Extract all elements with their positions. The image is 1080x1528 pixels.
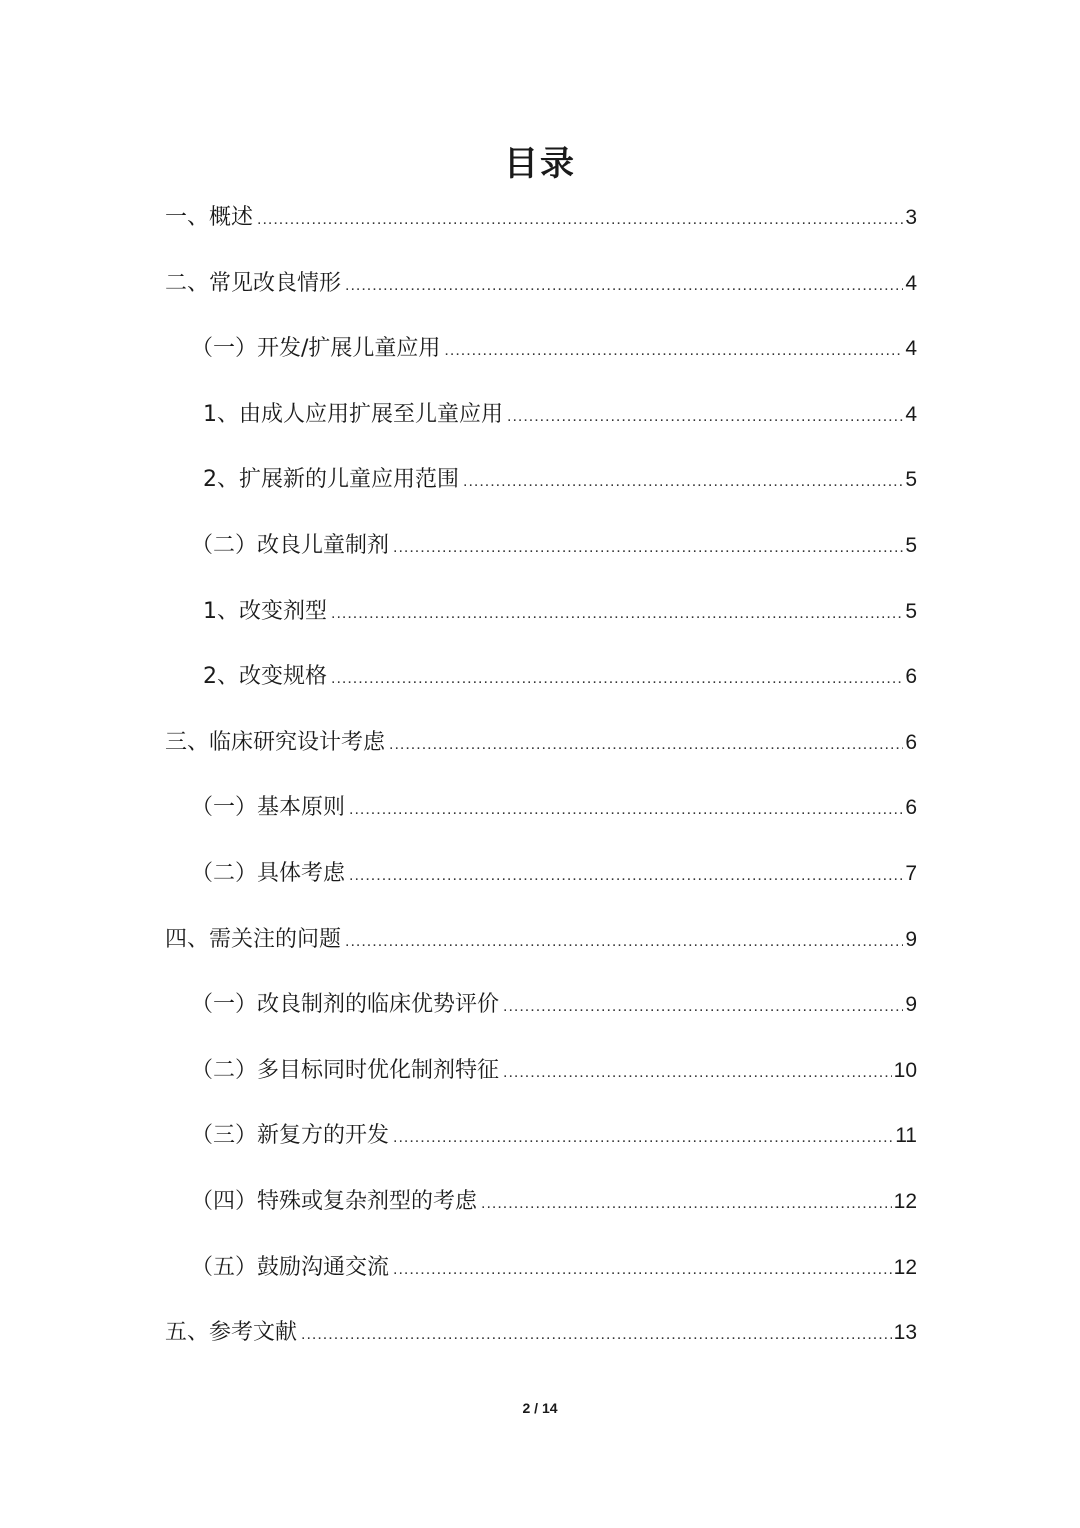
toc-entry-label: （一）基本原则 xyxy=(191,795,346,821)
toc-entry-page: 7 xyxy=(905,861,917,885)
toc-title: 目录 xyxy=(504,144,576,184)
toc-leader-dots xyxy=(393,1116,893,1160)
toc-leader-dots xyxy=(301,1313,892,1357)
toc-entry[interactable] xyxy=(165,590,917,656)
page-number-footer: 2 / 14 xyxy=(522,1400,558,1416)
toc-leader-dots xyxy=(349,854,903,898)
toc-leader-dots xyxy=(393,526,903,570)
toc-entry-page: 5 xyxy=(905,599,917,623)
toc-entry[interactable] xyxy=(165,786,917,852)
toc-leader-dots xyxy=(481,1182,892,1226)
toc-entry[interactable] xyxy=(165,1311,917,1377)
toc-entry-page: 6 xyxy=(905,665,917,689)
toc-entry[interactable] xyxy=(165,655,917,721)
toc-entry-page: 6 xyxy=(905,730,917,754)
toc-entry[interactable] xyxy=(165,1049,917,1115)
toc-leader-dots xyxy=(503,1051,892,1095)
toc-entry[interactable] xyxy=(165,327,917,393)
toc-entry-page: 6 xyxy=(905,796,917,820)
toc-entry-page: 10 xyxy=(893,1058,917,1082)
toc-leader-dots xyxy=(507,395,903,439)
toc-leader-dots xyxy=(349,788,903,832)
toc-entry-label: （四）特殊或复杂剂型的考虑 xyxy=(191,1188,478,1214)
toc-leader-dots xyxy=(389,723,903,767)
toc-leader-dots xyxy=(463,460,903,504)
toc-entry-label: （二）多目标同时优化制剂特征 xyxy=(191,1057,500,1083)
toc-entry-label: （一）开发/扩展儿童应用 xyxy=(191,336,441,362)
toc-entry-label: 二、常见改良情形 xyxy=(165,270,342,296)
toc-entry-label: 四、需关注的问题 xyxy=(165,926,342,952)
toc-leader-dots xyxy=(444,329,903,373)
toc-entry[interactable] xyxy=(165,393,917,459)
toc-entry[interactable] xyxy=(165,1114,917,1180)
toc-leader-dots xyxy=(345,920,903,964)
toc-leader-dots xyxy=(503,985,903,1029)
toc-leader-dots xyxy=(345,264,903,308)
toc-entry-label: 五、参考文献 xyxy=(165,1320,298,1346)
toc-leader-dots xyxy=(257,198,903,242)
toc-entry[interactable] xyxy=(165,1180,917,1246)
toc-entry[interactable] xyxy=(165,852,917,918)
toc-entry-page: 12 xyxy=(893,1189,917,1213)
toc-entry[interactable] xyxy=(165,983,917,1049)
toc-entry-page: 4 xyxy=(905,402,917,426)
toc-entry-label: 1、改变剂型 xyxy=(203,598,327,624)
toc-entry-label: （五）鼓励沟通交流 xyxy=(191,1254,390,1280)
toc-entry-page: 13 xyxy=(893,1321,917,1345)
toc-leader-dots xyxy=(331,657,903,701)
toc-entry-page: 4 xyxy=(905,337,917,361)
toc-entry-label: 2、改变规格 xyxy=(203,664,327,690)
toc-leader-dots xyxy=(331,592,903,636)
toc-entry[interactable] xyxy=(165,918,917,984)
toc-entry[interactable] xyxy=(165,1246,917,1312)
toc-entry-label: （二）改良儿童制剂 xyxy=(191,532,390,558)
toc-entry[interactable] xyxy=(165,721,917,787)
toc-entry-label: （三）新复方的开发 xyxy=(191,1123,390,1149)
toc-entry-label: （一）改良制剂的临床优势评价 xyxy=(191,992,500,1018)
toc-entry-label: 1、由成人应用扩展至儿童应用 xyxy=(203,401,503,427)
toc-leader-dots xyxy=(393,1248,892,1292)
toc-entry[interactable] xyxy=(165,458,917,524)
toc-entry-page: 9 xyxy=(905,993,917,1017)
toc-entry-label: （二）具体考虑 xyxy=(191,860,346,886)
toc-entry-page: 3 xyxy=(905,206,917,229)
toc-entry-label: 一、概述 xyxy=(165,205,254,230)
toc-entry[interactable] xyxy=(165,524,917,590)
toc-entry-label: 2、扩展新的儿童应用范围 xyxy=(203,467,459,493)
toc-entry-page: 5 xyxy=(905,468,917,492)
toc-entry-page: 11 xyxy=(895,1124,917,1148)
toc-entry[interactable] xyxy=(165,196,917,262)
toc-entry-page: 9 xyxy=(905,927,917,951)
toc-entry-label: 三、临床研究设计考虑 xyxy=(165,729,386,755)
toc-entry-page: 4 xyxy=(905,271,917,295)
toc-list xyxy=(165,196,917,1377)
toc-entry-page: 12 xyxy=(893,1255,917,1279)
toc-entry[interactable] xyxy=(165,262,917,328)
toc-entry-page: 5 xyxy=(905,533,917,557)
